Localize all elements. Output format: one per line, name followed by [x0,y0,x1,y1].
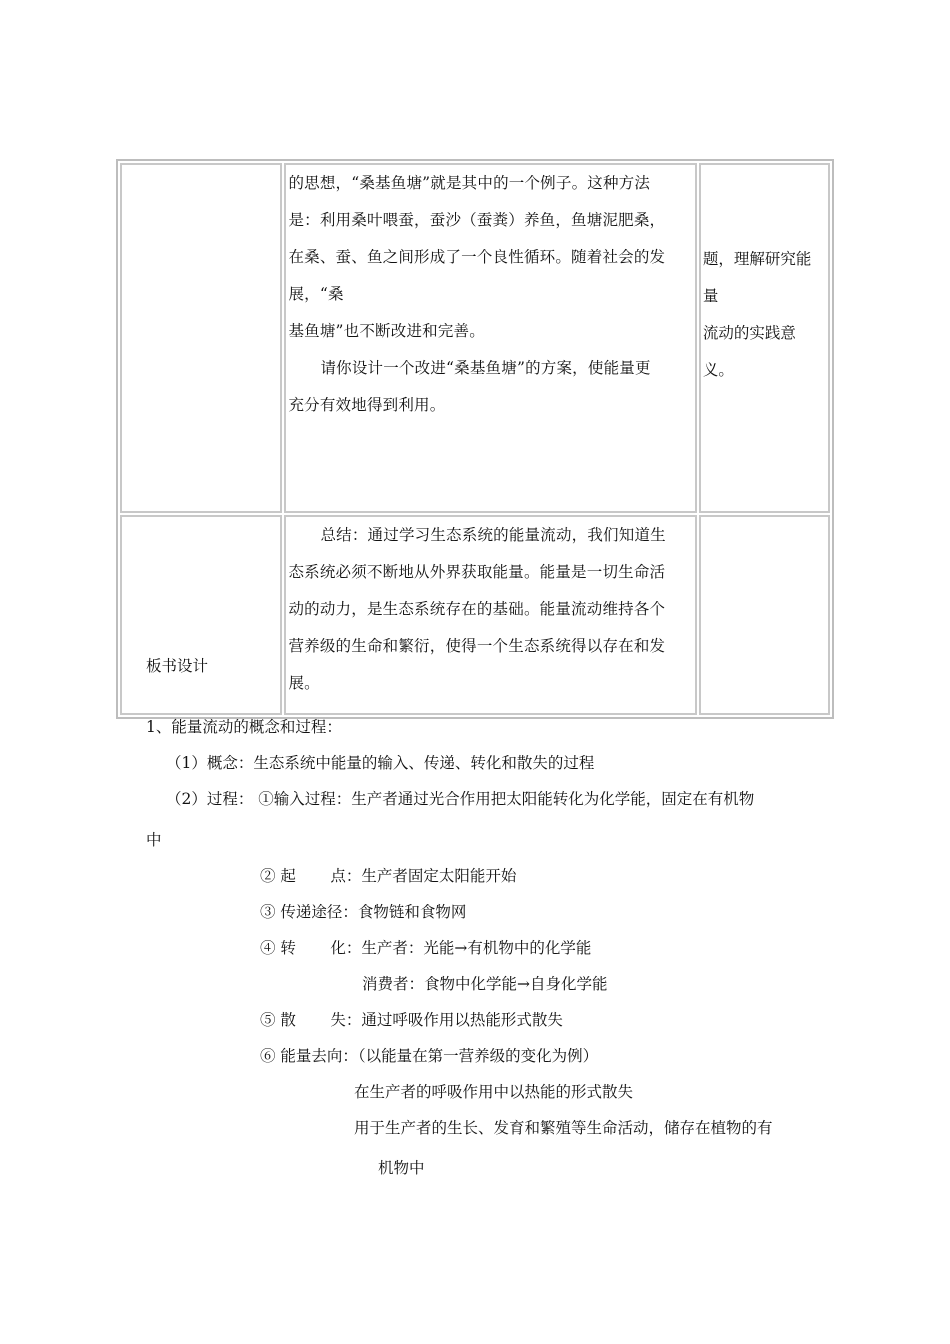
text-line: 充分有效地得到利用。 [288,396,446,414]
dissipate-line: ⑤ 散 失：通过呼吸作用以热能形式散失 [260,1011,563,1029]
text-line: 的思想，“桑基鱼塘”就是其中的一个例子。这种方法 [288,174,651,192]
table-row [120,515,830,715]
concept-line: （1）概念：生态系统中能量的输入、传递、转化和散失的过程 [166,754,595,772]
text-line: 请你设计一个改进“桑基鱼塘”的方案，使能量更 [320,359,651,377]
process-line: （2）过程： ①输入过程：生产者通过光合作用把太阳能转化为化学能，固定在有机物 [166,790,755,808]
destination-line: ⑥ 能量去向：（以能量在第一营养级的变化为例） [260,1047,599,1065]
text-line: 题，理解研究能量 [702,250,812,305]
table-cell-empty [699,515,830,715]
text-line: 义。 [702,361,734,379]
lesson-table [116,159,834,719]
text-line: 在桑、蚕、鱼之间形成了一个良性循环。随着社会的发 [288,248,666,266]
path-line: ③ 传递途径：食物链和食物网 [260,903,467,921]
table-cell-goal [699,163,830,513]
text-line: 态系统必须不断地从外界获取能量。能量是一切生命活 [288,563,666,581]
text-line: 基鱼塘”也不断改进和完善。 [288,322,485,340]
section-title: 板书设计 [146,657,209,675]
destination-item: 在生产者的呼吸作用中以热能的形式散失 [354,1083,634,1101]
destination-item: 用于生产者的生长、发育和繁殖等生命活动，储存在植物的有 [354,1119,773,1137]
heading: 1、能量流动的概念和过程： [146,718,342,736]
transform-line: ④ 转 化：生产者：光能→有机物中的化学能 [260,939,592,957]
start-line: ② 起 点：生产者固定太阳能开始 [260,867,517,885]
text-line: 营养级的生命和繁衍，使得一个生态系统得以存在和发 [288,637,666,655]
text-line: 动的动力，是生态系统存在的基础。能量流动维持各个 [288,600,666,618]
table-cell-empty [120,515,282,715]
table-cell-content [284,163,696,513]
text-line: 是：利用桑叶喂蚕，蚕沙（蚕粪）养鱼，鱼塘泥肥桑， [288,211,666,229]
table-cell-summary [284,515,696,715]
table-cell-empty [120,163,282,513]
text-line: 流动的实践意 [702,324,796,342]
text-line: 总结：通过学习生态系统的能量流动，我们知道生 [320,526,666,544]
transform-line-2: 消费者：食物中化学能→自身化学能 [362,975,608,993]
destination-item-cont: 机物中 [378,1159,425,1177]
process-line-cont: 中 [146,831,162,849]
text-line: 展，“桑 [288,285,344,303]
table-row [120,163,830,513]
text-line: 展。 [288,674,320,692]
